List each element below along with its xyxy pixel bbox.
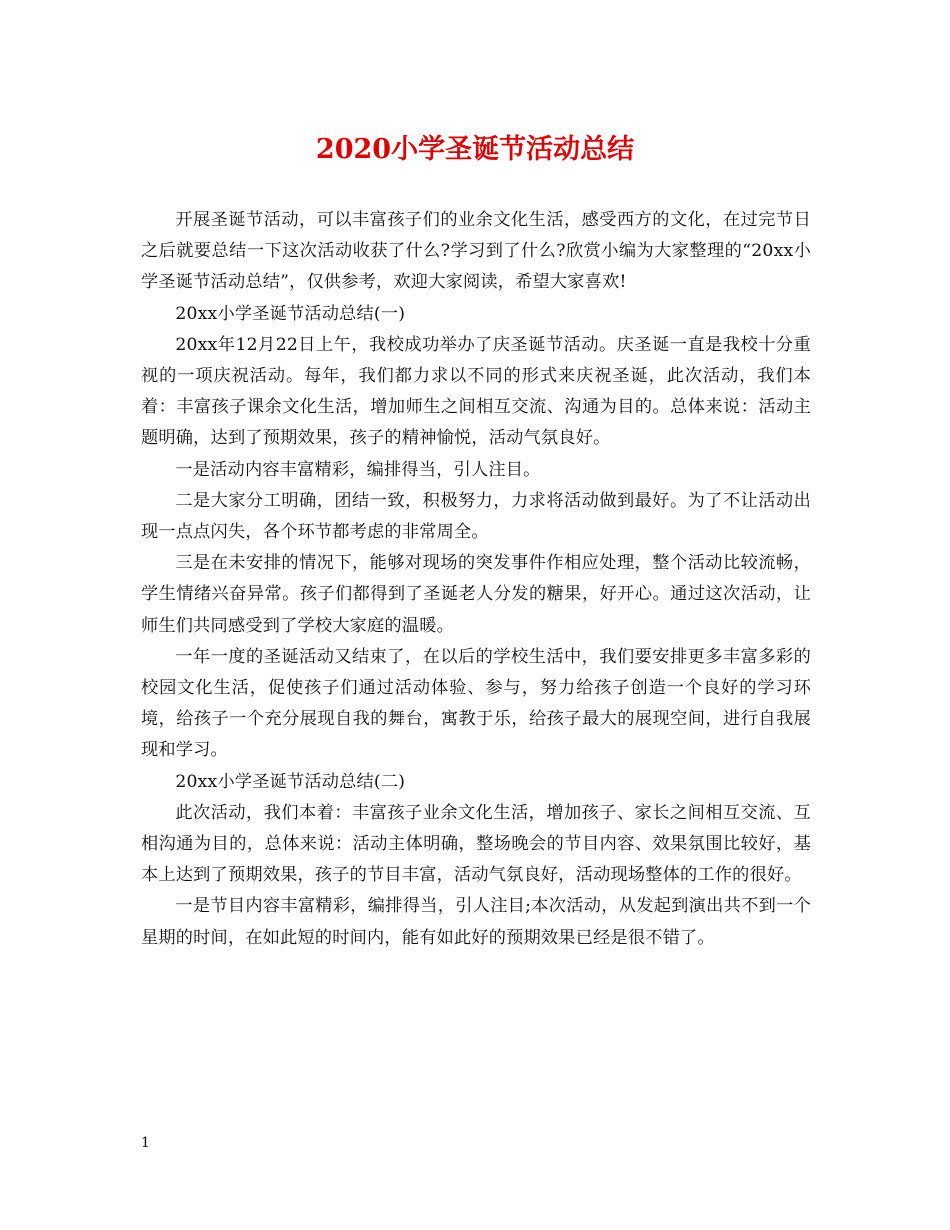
page-number: 1 xyxy=(141,1135,150,1151)
document-title: 2020小学圣诞节活动总结 xyxy=(315,134,635,165)
paragraph: 三是在未安排的情况下，能够对现场的突发事件作相应处理，整个活动比较流畅，学生情绪兴奋异常。孩子们都得到了圣诞老人分发的糖果，好开心。通过这次活动，让师生们共同感受到了学校大家庭的温暖。 xyxy=(141,553,811,636)
paragraph: 二是大家分工明确，团结一致，积极努力，力求将活动做到最好。为了不让活动出现一点点闪失，各个环节都考虑的非常周全。 xyxy=(141,490,811,543)
paragraph: 此次活动，我们本着：丰富孩子业余文化生活，增加孩子、家长之间相互交流、互相沟通为目的，总体来说：活动主体明确，整场晚会的节目内容、效果氛围比较好，基本上达到了预期效果，孩子的节目丰富，活动气氛良好，活动现场整体的工作的很好。 xyxy=(141,802,811,886)
paragraph-intro: 开展圣诞节活动，可以丰富孩子们的业余文化生活，感受西方的文化，在过完节日之后就要总结一下这次活动收获了什么?学习到了什么?欣赏小编为大家整理的“20xx小学圣诞节活动总结”，仅供参考，欢迎大家阅读，希望大家喜欢! xyxy=(141,210,811,293)
section-heading-2: 20xx小学圣诞节活动总结(二) xyxy=(175,771,406,792)
section-heading-1: 20xx小学圣诞节活动总结(一) xyxy=(175,303,406,324)
paragraph: 一年一度的圣诞活动又结束了，在以后的学校生活中，我们要安排更多丰富多彩的校园文化生活，促使孩子们通过活动体验、参与，努力给孩子创造一个良好的学习环境，给孩子一个充分展现自我的舞台，寓教于乐，给孩子最大的展现空间，进行自我展现和学习。 xyxy=(141,646,811,761)
paragraph: 20xx年12月22日上午，我校成功举办了庆圣诞节活动。庆圣诞一直是我校十分重视的一项庆祝活动。每年，我们都力求以不同的形式来庆祝圣诞，此次活动，我们本着：丰富孩子课余文化生活，增加师生之间相互交流、沟通为目的。总体来说：活动主题明确，达到了预期效果，孩子的精神愉悦，活动气氛良好。 xyxy=(141,334,811,449)
paragraph: 一是活动内容丰富精彩，编排得当，引人注目。 xyxy=(175,459,541,480)
paragraph: 一是节目内容丰富精彩，编排得当，引人注目;本次活动，从发起到演出共不到一个星期的时间，在如此短的时间内，能有如此好的预期效果已经是很不错了。 xyxy=(141,896,811,948)
document-body xyxy=(141,205,811,954)
